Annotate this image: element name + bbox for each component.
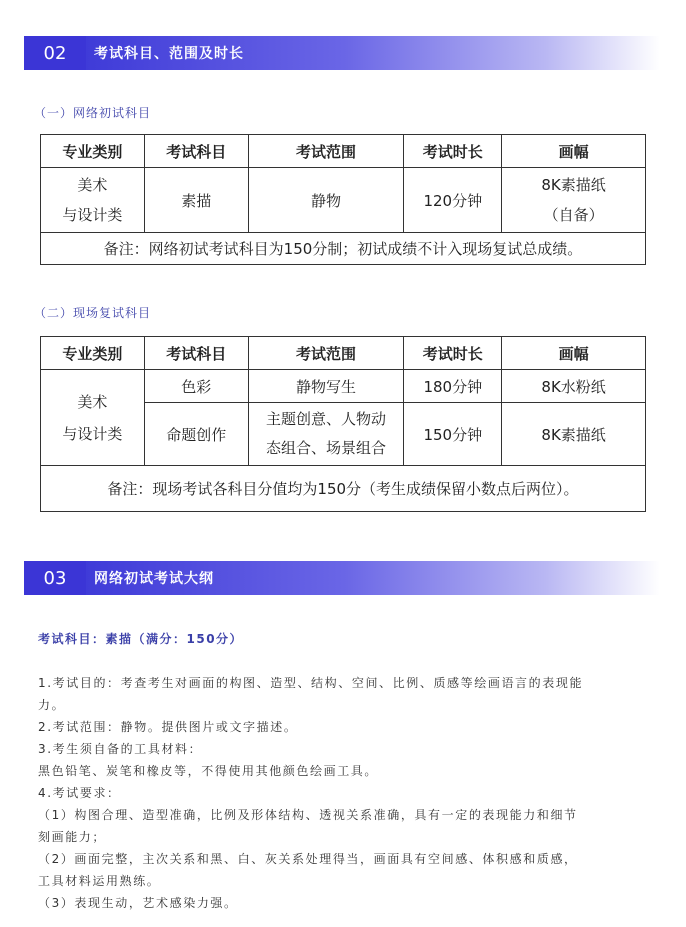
- outline-line: （3）表现生动，艺术感染力强。: [38, 896, 238, 910]
- header-duration: 考试时长: [404, 337, 502, 370]
- duration-cell: 180分钟: [404, 370, 502, 403]
- header-duration: 考试时长: [404, 135, 502, 168]
- section-number: 02: [24, 36, 86, 70]
- outline-line: （1）构图合理、造型准确，比例及形体结构、透视关系准确，具有一定的表现能力和细节: [38, 808, 578, 822]
- header-scope: 考试范围: [248, 135, 404, 168]
- scope-cell: 静物写生: [248, 370, 404, 403]
- header-category: 专业类别: [41, 135, 145, 168]
- outline-line: 工具材料运用熟练。: [38, 874, 161, 888]
- outline-line: 刻画能力；: [38, 830, 107, 844]
- paper-cell: 8K素描纸 （自备）: [502, 168, 646, 233]
- table-header-row: [41, 135, 646, 168]
- table-header-row: [41, 337, 646, 370]
- scope-cell: 静物: [248, 168, 404, 233]
- section-03-header: [24, 561, 660, 595]
- outline-line: 3.考生须自备的工具材料：: [38, 742, 203, 756]
- outline-line: 2.考试范围：静物。提供图片或文字描述。: [38, 720, 298, 734]
- header-subject: 考试科目: [144, 337, 248, 370]
- onsite-exam-heading: （二）现场复试科目: [34, 306, 152, 320]
- outline-line: 4.考试要求：: [38, 786, 121, 800]
- online-exam-table: [40, 134, 646, 265]
- outline-line: 1.考试目的：考查考生对画面的构图、造型、结构、空间、比例、质感等绘画语言的表现能: [38, 676, 584, 690]
- outline-line: 力。: [38, 698, 66, 712]
- paper-cell: 8K水粉纸: [502, 370, 646, 403]
- section-number: 03: [24, 561, 86, 595]
- header-paper: 画幅: [502, 337, 646, 370]
- scope-cell: 主题创意、人物动 态组合、场景组合: [248, 403, 404, 466]
- header-scope: 考试范围: [248, 337, 404, 370]
- section-02-header: [24, 36, 660, 70]
- note-row: [41, 233, 646, 265]
- duration-cell: 150分钟: [404, 403, 502, 466]
- category-cell: 美术 与设计类: [41, 168, 145, 233]
- header-paper: 画幅: [502, 135, 646, 168]
- note-row: [41, 466, 646, 512]
- outline-line: 黑色铅笔、炭笔和橡皮等，不得使用其他颜色绘画工具。: [38, 764, 379, 778]
- note-cell: 备注：网络初试考试科目为150分制；初试成绩不计入现场复试总成绩。: [41, 233, 646, 265]
- table-row: [41, 168, 646, 233]
- outline-line: （2）画面完整，主次关系和黑、白、灰关系处理得当，画面具有空间感、体积感和质感，: [38, 852, 578, 866]
- note-cell: 备注：现场考试各科目分值均为150分（考生成绩保留小数点后两位）。: [41, 466, 646, 512]
- subject-cell: 色彩: [144, 370, 248, 403]
- table-row: [41, 370, 646, 403]
- subject-cell: 素描: [144, 168, 248, 233]
- outline-body: [38, 672, 650, 914]
- paper-cell: 8K素描纸: [502, 403, 646, 466]
- duration-cell: 120分钟: [404, 168, 502, 233]
- online-exam-heading: （一）网络初试科目: [34, 106, 152, 120]
- outline-subject-title: 考试科目：素描（满分：150分）: [38, 632, 244, 646]
- section-title: 网络初试考试大纲: [86, 561, 660, 595]
- header-category: 专业类别: [41, 337, 145, 370]
- onsite-exam-table: [40, 336, 646, 512]
- category-cell: 美术 与设计类: [41, 370, 145, 466]
- header-subject: 考试科目: [144, 135, 248, 168]
- subject-cell: 命题创作: [144, 403, 248, 466]
- section-title: 考试科目、范围及时长: [86, 36, 660, 70]
